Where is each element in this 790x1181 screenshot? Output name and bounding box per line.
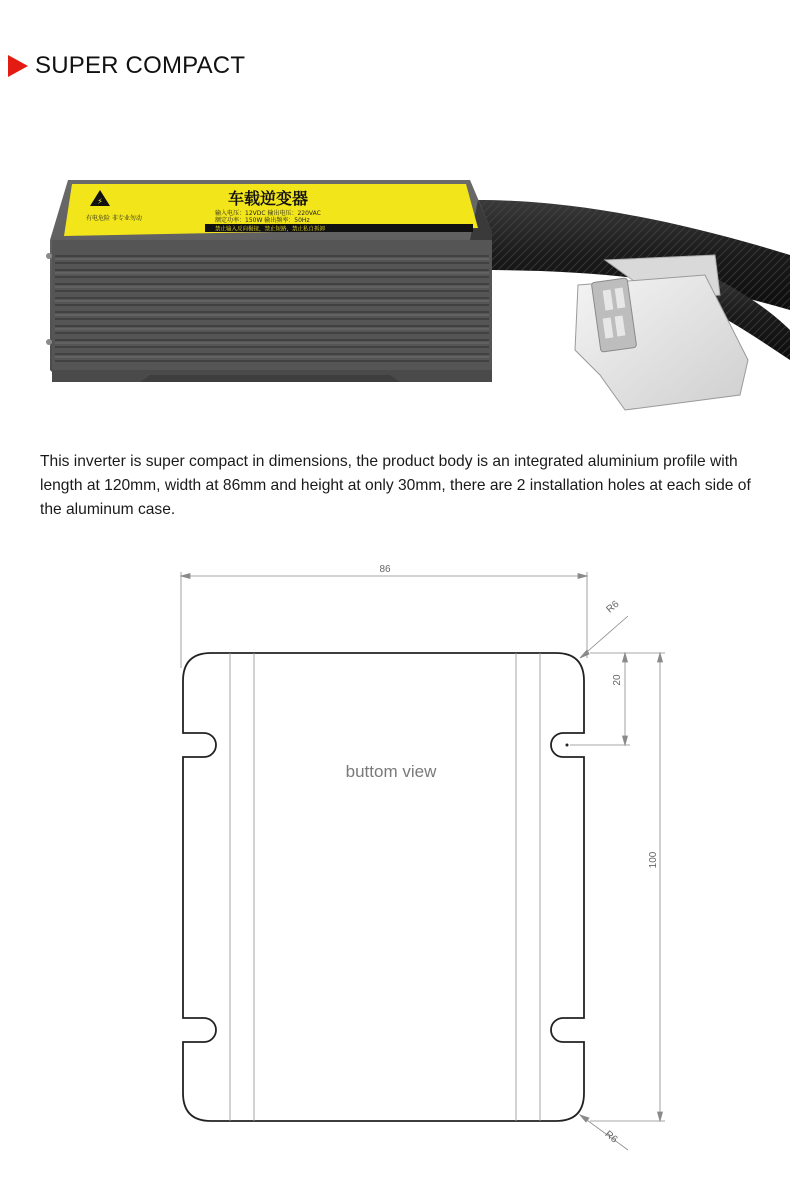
product-photo (0, 160, 790, 420)
hole-center-mark (566, 744, 569, 747)
svg-text:禁止输入反向极接，禁止短路，禁止私自拆卸: 禁止输入反向极接，禁止短路，禁止私自拆卸 (215, 226, 326, 233)
red-triangle-icon (8, 55, 28, 77)
svg-text:输入电压：12VDC 输出电压：220VAC: 输入电压：12VDC 输出电压：220VAC (215, 210, 321, 217)
bottom-view-drawing (0, 550, 790, 1181)
warning-label (64, 184, 478, 236)
product-description: This inverter is super compact in dimensions, the product body is an integrated aluminium profile with length at 120mm, width at 86mm and height at only 30mm, there are 2 installation holes at each side of the aluminum case. (40, 453, 751, 518)
svg-text:额定功率：150W 输出频率：50Hz: 额定功率：150W 输出频率：50Hz (215, 217, 310, 224)
svg-text:车载逆变器: 车载逆变器 (227, 189, 309, 208)
svg-text:⚡: ⚡ (97, 197, 103, 206)
hole-offset-label: 20 (612, 674, 623, 686)
height-dimension-label: 100 (648, 851, 659, 869)
case-outline (183, 653, 584, 1121)
radius-bottom-label: R6 (602, 1128, 620, 1146)
section-header (8, 52, 245, 80)
view-label: buttom view (345, 762, 437, 781)
radius-bottom-leader (580, 1115, 628, 1150)
section-title: SUPER COMPACT (35, 52, 246, 79)
width-dimension-label: 86 (379, 564, 391, 575)
hole-offset-dimension (570, 653, 630, 745)
profile-lines (230, 653, 540, 1121)
height-dimension (590, 653, 665, 1121)
radius-top-label: R6 (604, 598, 622, 616)
svg-text:有电危险 非专业勿动: 有电危险 非专业勿动 (86, 215, 142, 222)
